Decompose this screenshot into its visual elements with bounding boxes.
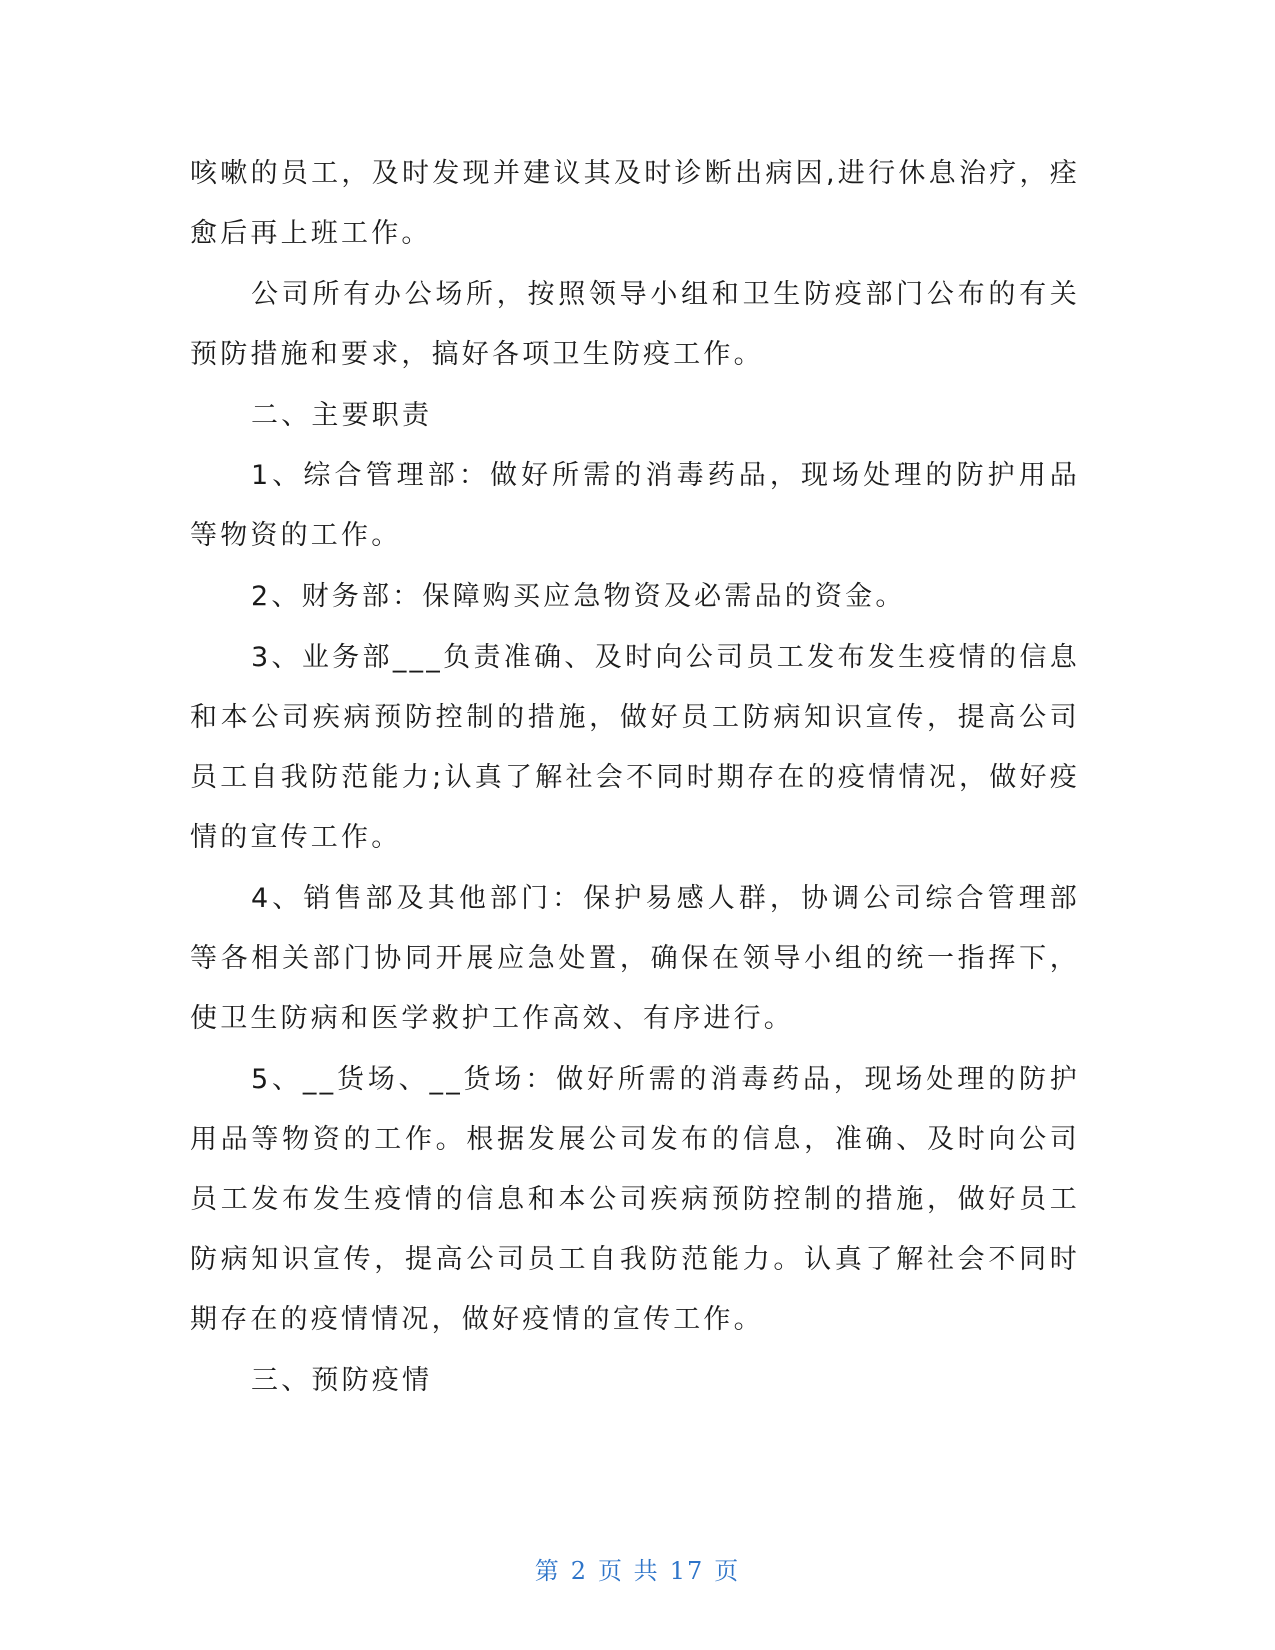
page-footer [0,1551,1275,1586]
paragraph-duty-2: 2、财务部：保障购买应急物资及必需品的资金。 [251,581,906,612]
paragraph-duty-3: 3、业务部___负责准确、及时向公司员工发布发生疫情的信息和本公司疾病预防控制的措施，做好员工防病知识宣传，提高公司员工自我防范能力;认真了解社会不同时期存在的疫情情况，做好疫情的宣传工作。 [190,642,1080,853]
footer-total-pages: 17 [669,1557,705,1585]
footer-current-page: 2 [570,1557,589,1585]
footer-middle: 页 共 [598,1557,660,1585]
section-heading-prevention: 三、预防疫情 [251,1365,433,1396]
section-heading-main-duties: 二、主要职责 [251,400,433,431]
paragraph-duty-4: 4、销售部及其他部门：保护易感人群，协调公司综合管理部等各相关部门协同开展应急处置，确保在领导小组的统一指挥下，使卫生防病和医学救护工作高效、有序进行。 [190,883,1080,1034]
footer-prefix: 第 [534,1557,561,1585]
paragraph-duty-5: 5、__货场、__货场：做好所需的消毒药品，现场处理的防护用品等物资的工作。根据发展公司发布的信息，准确、及时向公司员工发布发生疫情的信息和本公司疾病预防控制的措施，做好员工防病知识宣传，提高公司员工自我防范能力。认真了解社会不同时期存在的疫情情况，做好疫情的宣传工作。 [190,1064,1080,1335]
paragraph-duty-1: 1、综合管理部：做好所需的消毒药品，现场处理的防护用品等物资的工作。 [190,460,1080,551]
paragraph-office-prevention: 公司所有办公场所，按照领导小组和卫生防疫部门公布的有关预防措施和要求，搞好各项卫生防疫工作。 [190,279,1080,370]
document-body [190,144,1080,1411]
paragraph-continuation: 咳嗽的员工，及时发现并建议其及时诊断出病因,进行休息治疗，痊愈后再上班工作。 [190,158,1080,249]
footer-suffix: 页 [714,1557,741,1585]
